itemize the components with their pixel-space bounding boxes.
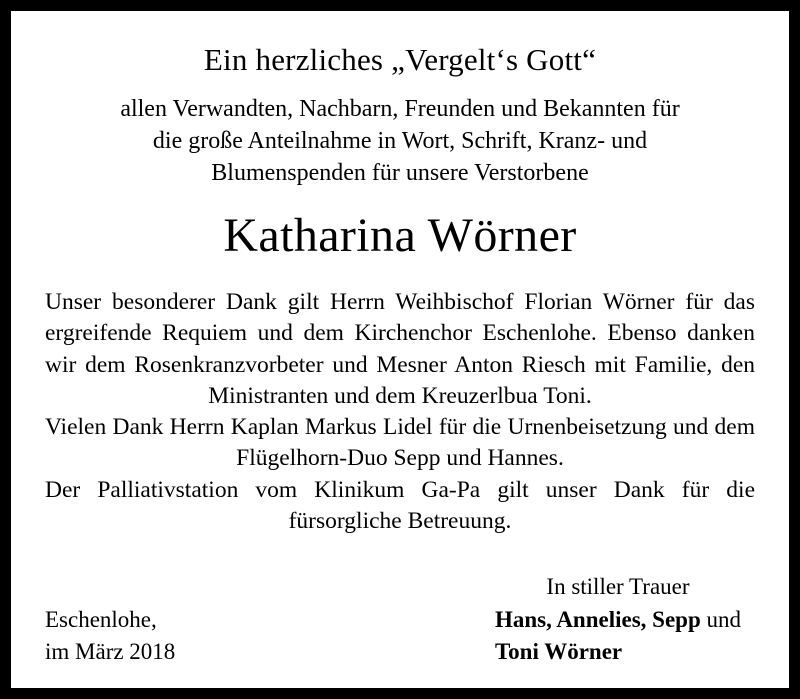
thanks-body [45,287,755,537]
thanks-paragraph-3: Der Palliativstation vom Klinikum Ga-Pa gilt unser Dank für die fürsorgliche Betreuung. [45,476,755,534]
footer-mourners-names: Hans, Annelies, Sepp [494,606,701,632]
footer-closing: In stiller Trauer [546,574,690,600]
footer [45,571,755,668]
intro-text [59,94,741,190]
intro-line-1: allen Verwandten, Nachbarn, Freunden und Bekannten für [120,95,680,122]
intro-line-2: die große Anteilnahme in Wort, Schrift, Kranz- und [152,127,648,154]
footer-mourners-line-2 [495,636,741,668]
thanks-paragraph-2: Vielen Dank Herrn Kaplan Markus Lidel für die Urnenbeisetzung und dem Flügelhorn-Duo Sepp und Hannes. [45,414,755,472]
deceased-name: Katharina Wörner [223,209,577,263]
thanks-paragraph-1: Unser besonderer Dank gilt Herrn Weihbischof Florian Wörner für das ergreifende Requiem und dem Kirchenchor Eschenlohe. Ebenso danken wir dem Rosenkranzvorbeter und Mesner Anton Riesch mit Familie, den Ministranten und dem Kreuzerlbua Toni. [45,289,755,409]
footer-date: im März 2018 [45,638,176,664]
intro-line-3: Blumenspenden für unsere Verstorbene [211,159,589,186]
footer-mourners [495,571,755,668]
footer-mourners-line-1 [495,604,741,636]
footer-mourners-last: Toni Wörner [494,638,623,664]
footer-place-date [45,604,175,668]
footer-mourners-suffix: und [700,606,741,632]
headline: Ein herzliches „Vergelt‘s Gott“ [203,42,597,77]
footer-place: Eschenlohe, [45,606,157,632]
